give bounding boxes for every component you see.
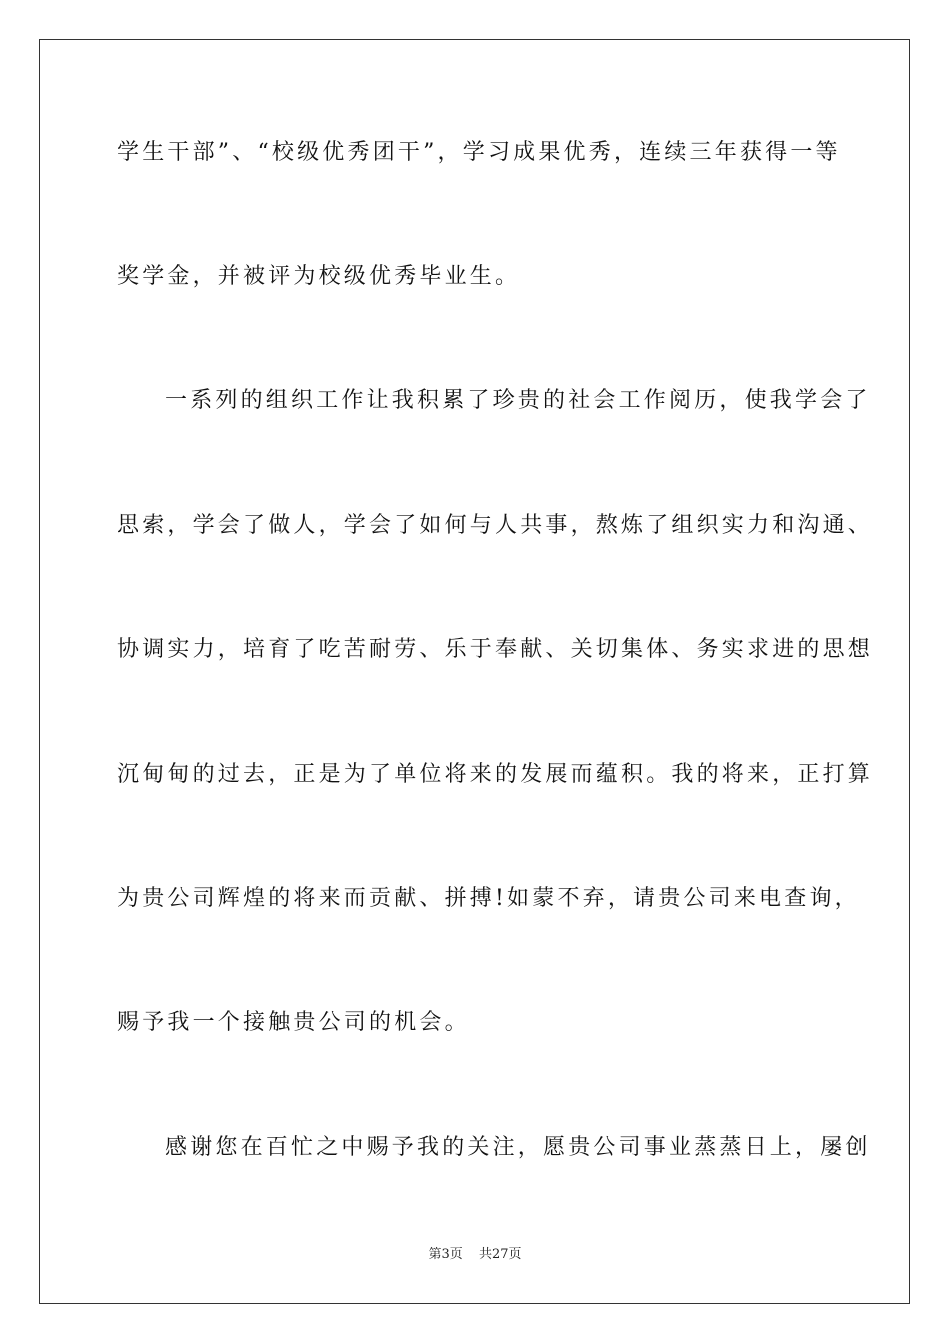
page-border: [39, 39, 910, 1304]
paragraph-start-line: 一系列的组织工作让我积累了珍贵的社会工作阅历，使我学会了: [165, 388, 871, 413]
page-number-current: 第3页: [428, 1247, 463, 1262]
text-line: 奖学金，并被评为校级优秀毕业生。: [117, 264, 521, 289]
text-line: 思索，学会了做人，学会了如何与人共事，熬炼了组织实力和沟通、: [117, 513, 874, 538]
text-line: 为贵公司辉煌的将来而贡献、拼搏!如蒙不弃，请贵公司来电查询，: [117, 886, 860, 911]
paragraph-start-line: 感谢您在百忙之中赐予我的关注，愿贵公司事业蒸蒸日上，屡创: [165, 1135, 871, 1160]
text-line: 协调实力，培育了吃苦耐劳、乐于奉献、关切集体、务实求进的思想: [117, 637, 874, 662]
text-line: 学生干部”、“校级优秀团干”，学习成果优秀，连续三年获得一等: [117, 140, 841, 165]
text-line: 赐予我一个接触贵公司的机会。: [117, 1010, 470, 1035]
page-footer: [0, 1246, 950, 1264]
text-line: 沉甸甸的过去，正是为了单位将来的发展而蕴积。我的将来，正打算: [117, 762, 874, 787]
page-number-total: 共27页: [478, 1247, 522, 1262]
